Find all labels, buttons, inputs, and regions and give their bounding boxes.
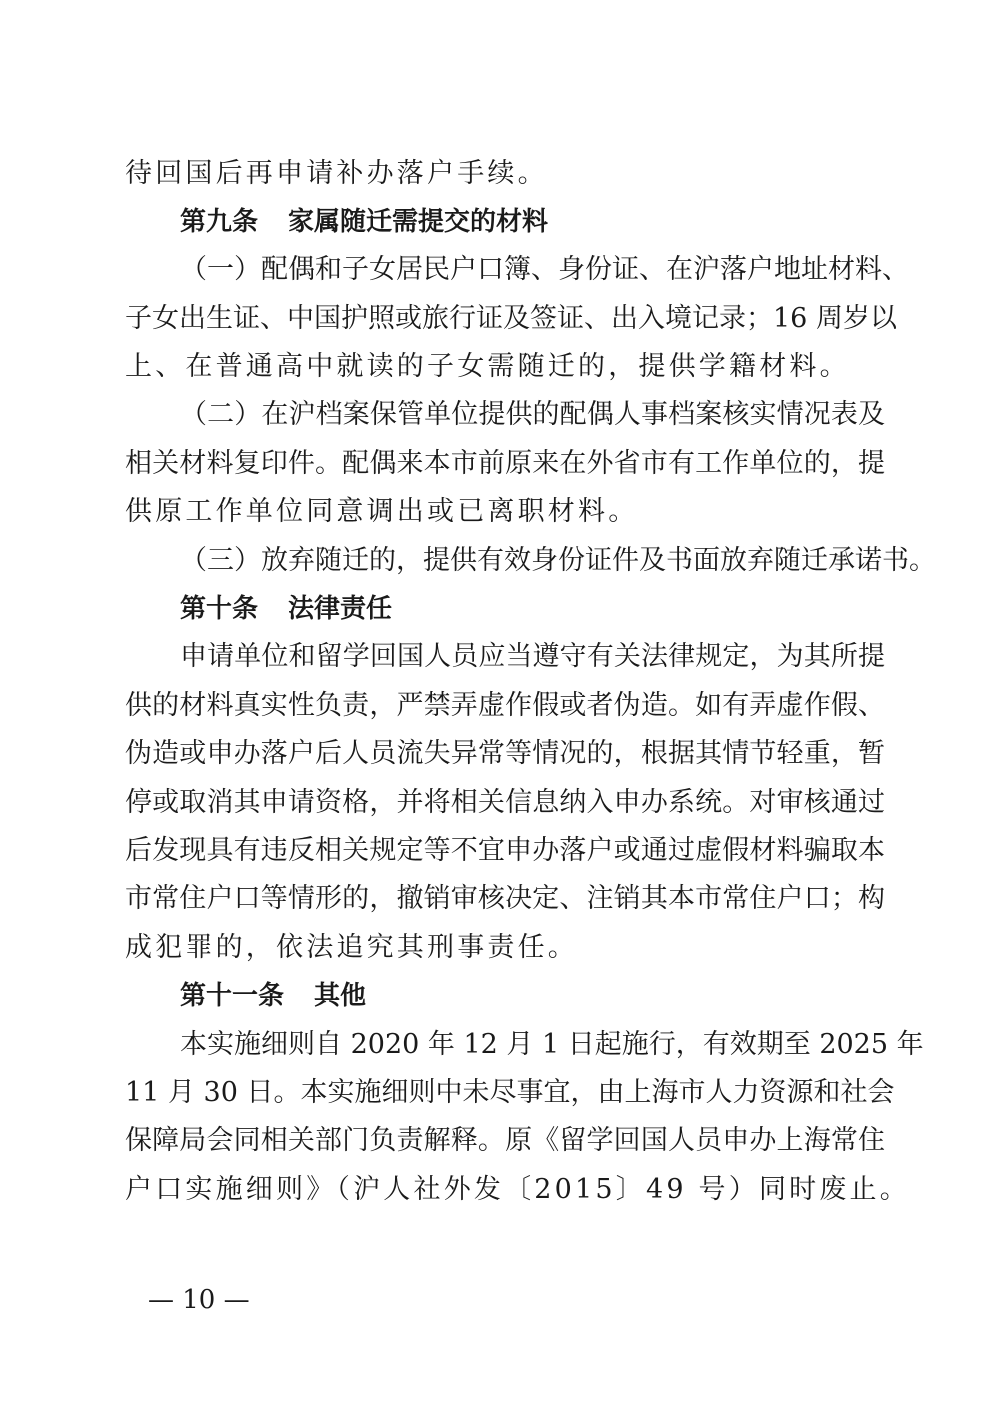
- paragraph-line: 停或取消其申请资格，并将相关信息纳入申办系统。对审核通过: [125, 787, 885, 818]
- section-heading-11: [180, 979, 366, 1013]
- paragraph-line: 保障局会同相关部门负责解释。原《留学回国人员申办上海常住: [125, 1125, 885, 1156]
- paragraph-line: 上、在普通高中就读的子女需随迁的，提供学籍材料。: [125, 351, 850, 382]
- paragraph-line: 待回国后再申请补办落户手续。: [125, 158, 548, 189]
- section-heading-9: [180, 205, 548, 239]
- paragraph-line: 户口实施细则》（沪人社外发〔2015〕49 号）同时废止。: [125, 1174, 910, 1205]
- paragraph-line: 供的材料真实性负责，严禁弄虚作假或者伪造。如有弄虚作假、: [125, 690, 885, 721]
- paragraph-line: 申请单位和留学回国人员应当遵守有关法律规定，为其所提: [180, 641, 885, 672]
- paragraph-line: 相关材料复印件。配偶来本市前原来在外省市有工作单位的，提: [125, 448, 885, 479]
- paragraph-line: 成犯罪的，依法追究其刑事责任。: [125, 932, 578, 963]
- paragraph-line: 11 月 30 日。本实施细则中未尽事宜，由上海市人力资源和社会: [125, 1077, 895, 1108]
- section-title: 家属随迁需提交的材料: [288, 207, 549, 237]
- section-title: 法律责任: [288, 594, 393, 624]
- paragraph-line: （二）在沪档案保管单位提供的配偶人事档案核实情况表及: [180, 399, 885, 430]
- section-heading-10: [180, 592, 392, 626]
- section-number: 第十一条: [180, 981, 285, 1011]
- paragraph-line: 市常住户口等情形的，撤销审核决定、注销其本市常住户口；构: [125, 883, 885, 914]
- paragraph-line: （三）放弃随迁的，提供有效身份证件及书面放弃随迁承诺书。: [180, 545, 936, 576]
- paragraph-line: 后发现具有违反相关规定等不宜申办落户或通过虚假材料骗取本: [125, 835, 885, 866]
- paragraph-line: 子女出生证、中国护照或旅行证及签证、出入境记录；16 周岁以: [125, 303, 897, 334]
- paragraph-line: 伪造或申办落户后人员流失异常等情况的，根据其情节轻重，暂: [125, 738, 885, 769]
- page-number: — 10 —: [148, 1285, 250, 1315]
- section-number: 第十条: [180, 594, 259, 624]
- section-number: 第九条: [180, 207, 259, 237]
- paragraph-line: （一）配偶和子女居民户口簿、身份证、在沪落户地址材料、: [180, 254, 909, 285]
- paragraph-line: 本实施细则自 2020 年 12 月 1 日起施行，有效期至 2025 年: [180, 1029, 924, 1060]
- section-title: 其他: [314, 981, 367, 1011]
- paragraph-line: 供原工作单位同意调出或已离职材料。: [125, 496, 639, 527]
